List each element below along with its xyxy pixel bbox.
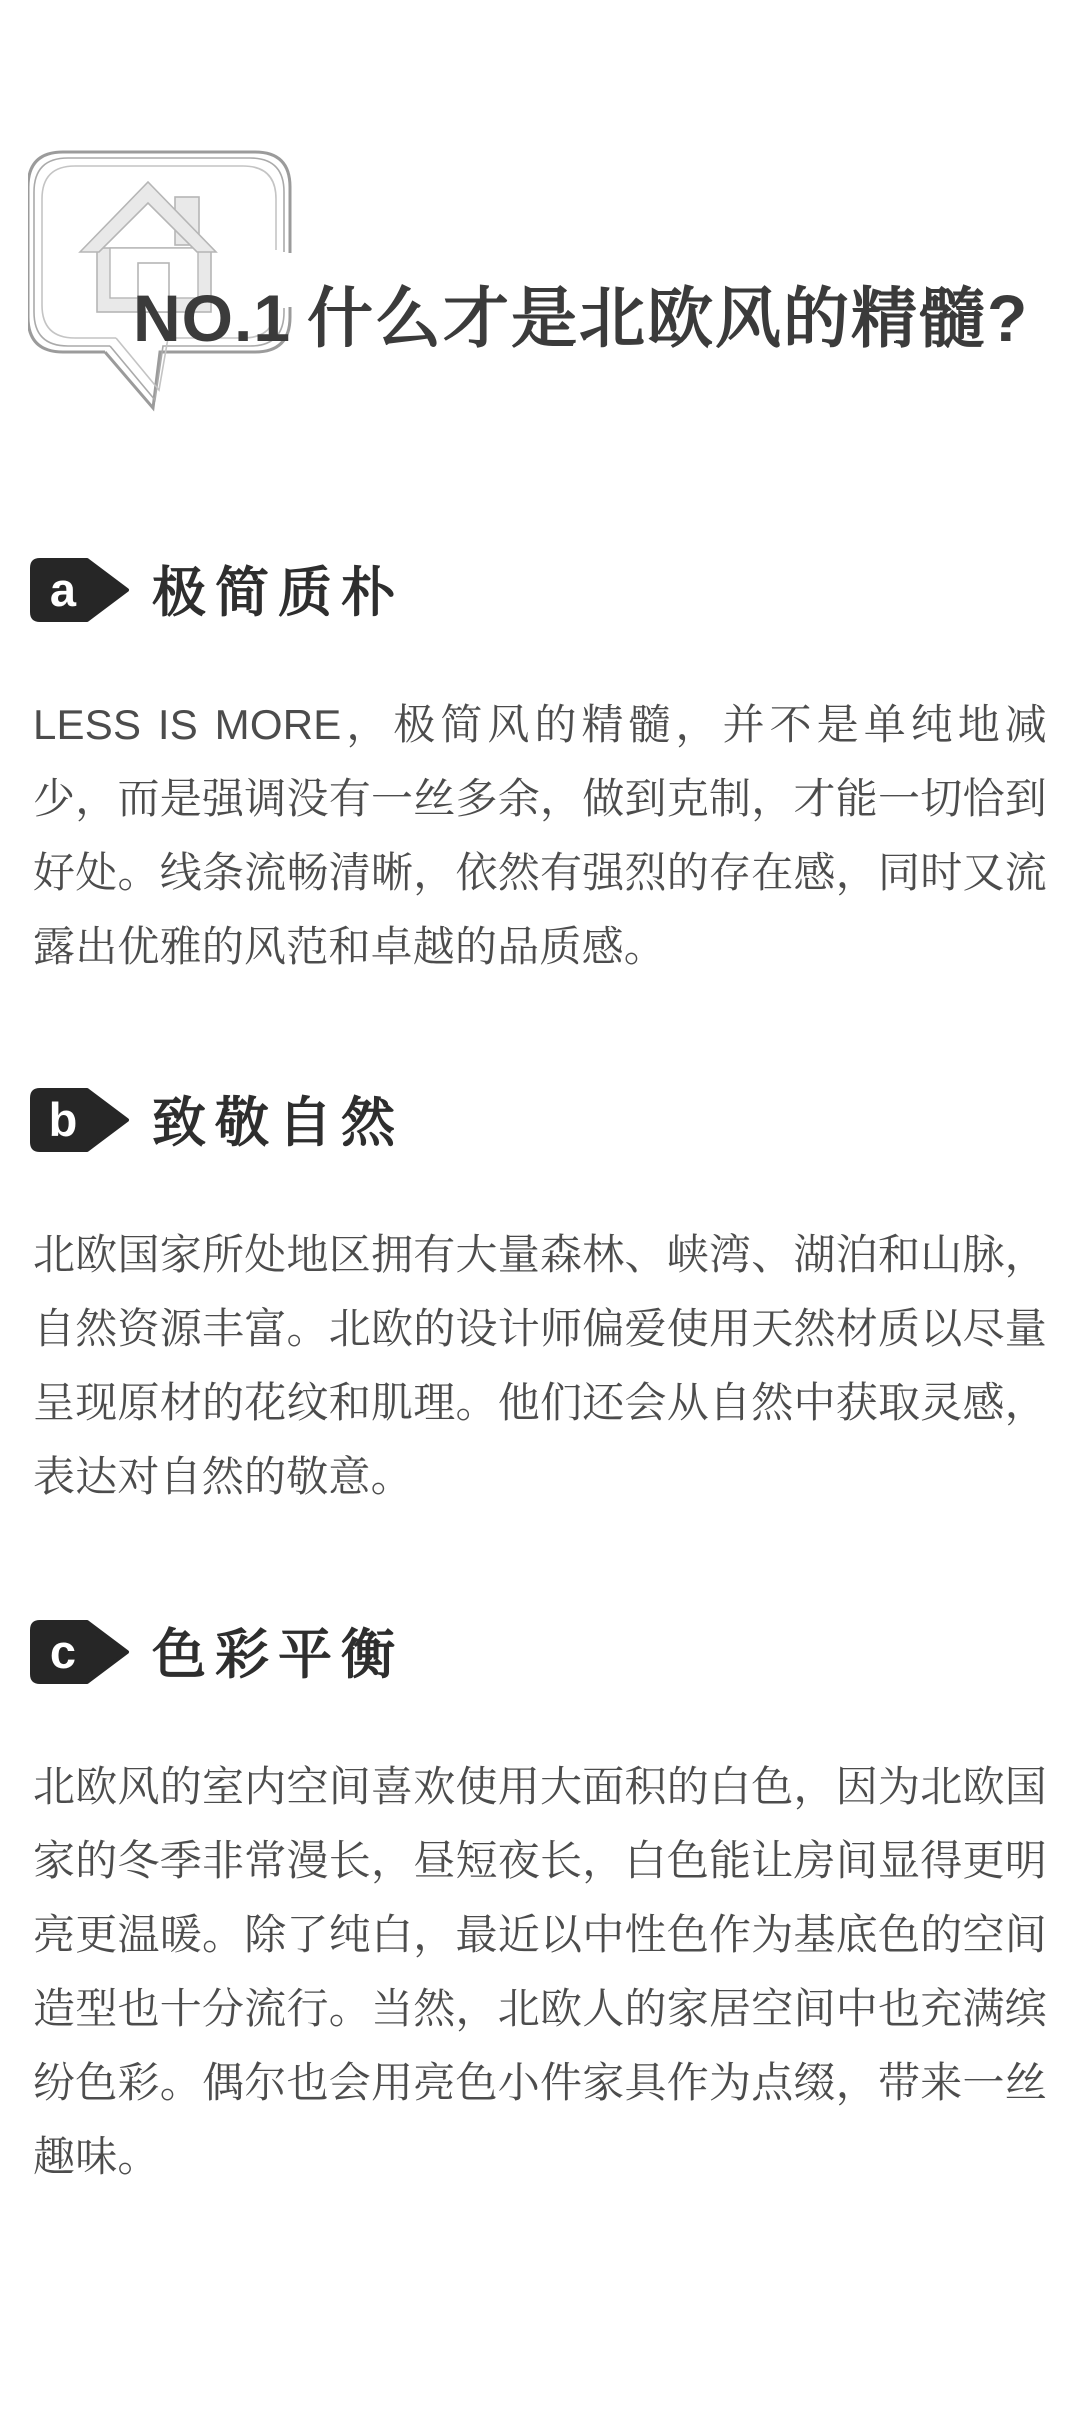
section-paragraph-nature: 北欧国家所处地区拥有大量森林、峡湾、湖泊和山脉，自然资源丰富。北欧的设计师偏爱使用天然材质以尽量呈现原材的花纹和肌理。他们还会从自然中获取灵感，表达对自然的敬意。 <box>33 1231 1047 1500</box>
section-title-minimalism: 极简质朴 <box>152 562 404 623</box>
badge-b-icon <box>30 1088 130 1152</box>
badge-b-letter: b <box>48 1093 78 1146</box>
badge-c-icon <box>30 1620 130 1684</box>
section-paragraph-color-balance: 北欧风的室内空间喜欢使用大面积的白色，因为北欧国家的冬季非常漫长，昼短夜长，白色能让房间显得更明亮更温暖。除了纯白，最近以中性色作为基底色的空间造型也十分流行。当然，北欧人的家居空间中也充满缤纷色彩。偶尔也会用亮色小件家具作为点缀，带来一丝趣味。 <box>33 1763 1047 2180</box>
section-heading-row <box>30 1620 1047 1684</box>
section-title-nature: 致敬自然 <box>152 1092 404 1153</box>
section-paragraph-minimalism: LESS IS MORE，极简风的精髓，并不是单纯地减少，而是强调没有一丝多余，做到克制，才能一切恰到好处。线条流畅清晰，依然有强烈的存在感，同时又流露出优雅的风范和卓越的品质感。 <box>33 701 1047 970</box>
page-title <box>133 278 1029 358</box>
section-heading-row <box>30 1088 1047 1152</box>
title-text: 什么才是北欧风的精髓? <box>307 281 1030 355</box>
badge-a-icon <box>30 558 130 622</box>
section-nature <box>30 1088 1047 1514</box>
title-number: NO.1 <box>133 281 292 355</box>
section-heading-row <box>30 558 1047 622</box>
badge-c-letter: c <box>49 1625 77 1678</box>
badge-a-letter: a <box>49 563 77 616</box>
section-title-color-balance: 色彩平衡 <box>152 1624 404 1685</box>
section-color-balance <box>30 1620 1047 2194</box>
section-minimalism <box>30 558 1047 984</box>
